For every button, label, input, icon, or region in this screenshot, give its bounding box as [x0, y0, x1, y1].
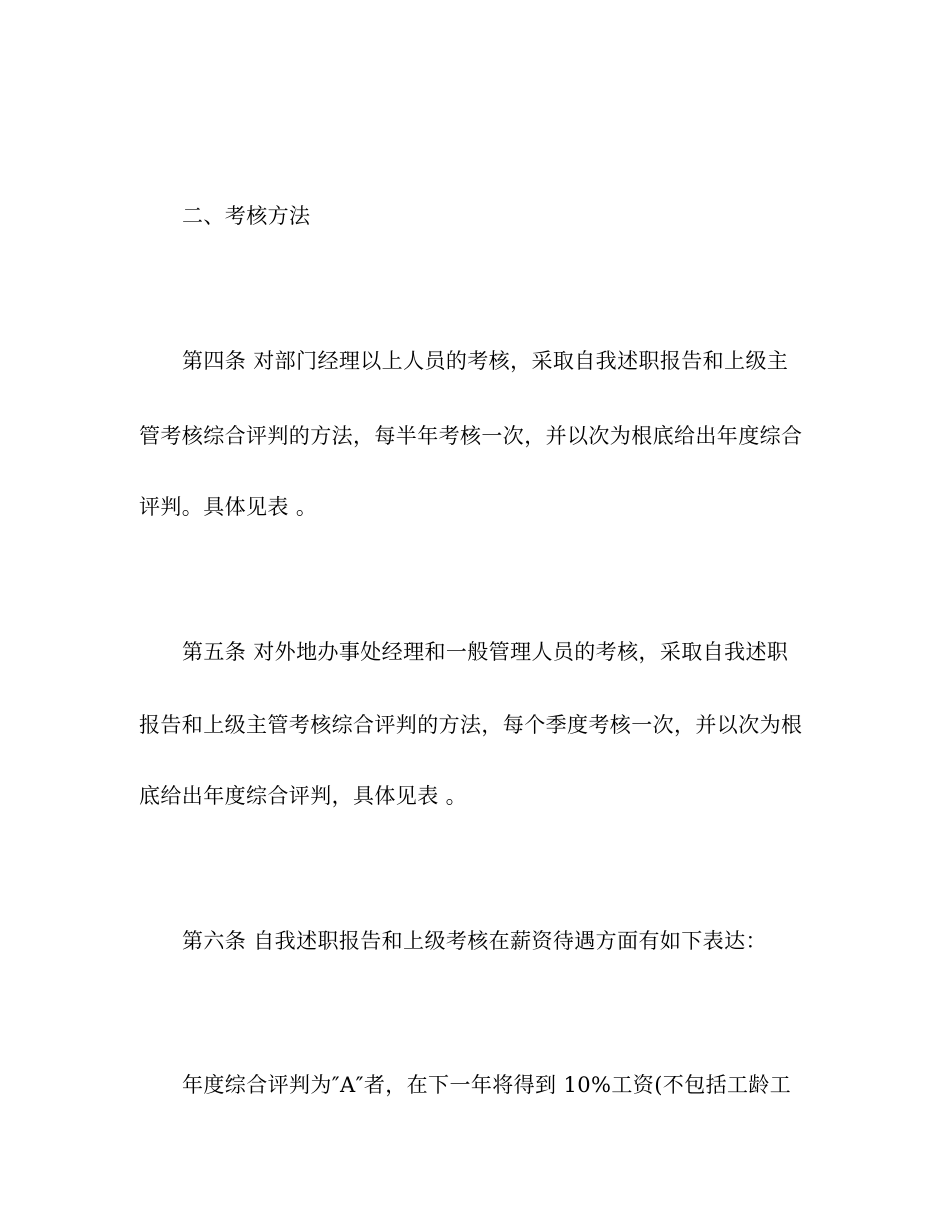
article4-line-2: 管考核综合评判的方法，每半年考核一次，并以次为根底给出年度综合 [139, 424, 803, 448]
section-heading: 二、考核方法 [182, 204, 311, 228]
article4-line-3: 评判。具体见表 。 [139, 495, 318, 519]
article5-line-1: 第五条 对外地办事处经理和一般管理人员的考核，采取自我述职 [182, 640, 789, 664]
article5-line-3: 底给出年度综合评判，具体见表 。 [139, 784, 468, 808]
article6-line-1: 第六条 自我述职报告和上级考核在薪资待遇方面有如下表达： [182, 929, 767, 953]
article4-line-1: 第四条 对部门经理以上人员的考核，采取自我述职报告和上级主 [182, 349, 789, 373]
article5-line-2: 报告和上级主管考核综合评判的方法，每个季度考核一次，并以次为根 [139, 713, 803, 737]
grade-a-line-1: 年度综合评判为″A″者，在下一年将得到 10%工资(不包括工龄工 [182, 1073, 792, 1097]
